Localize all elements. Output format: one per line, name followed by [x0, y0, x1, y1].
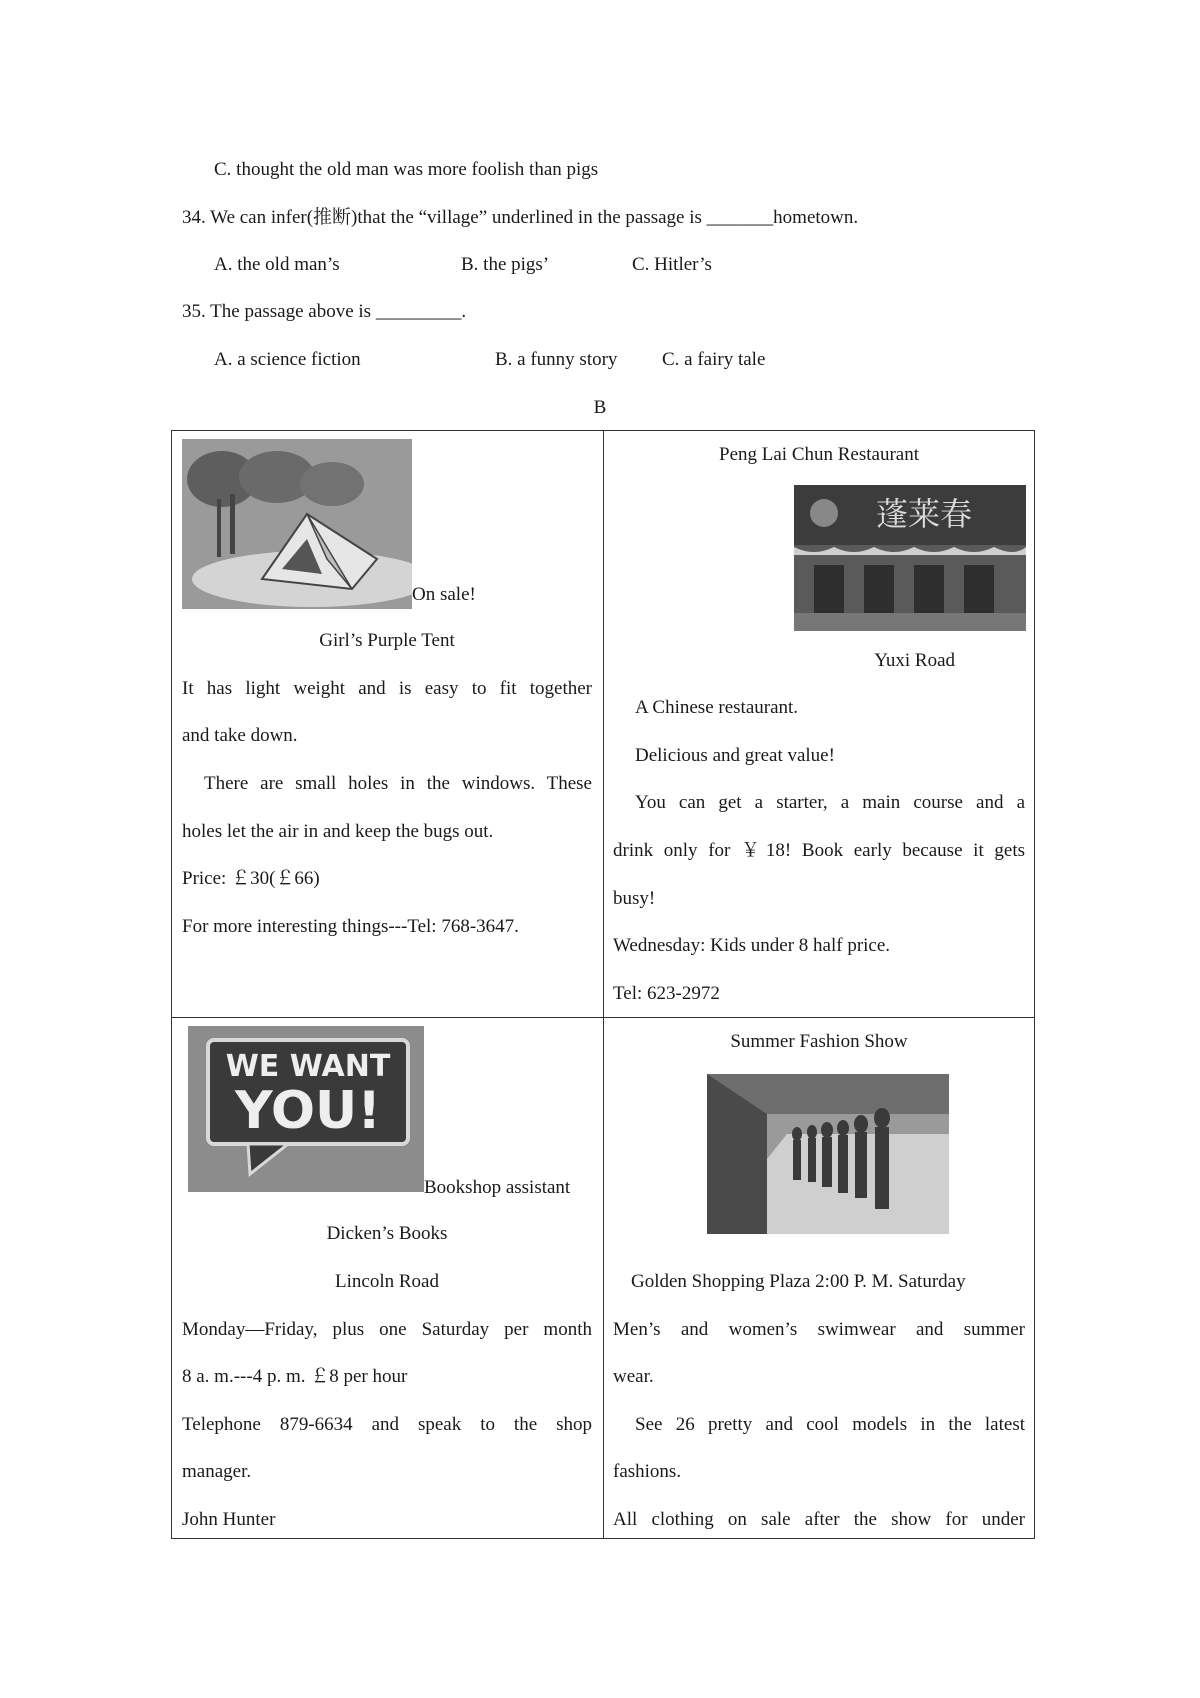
- restaurant-title: Peng Lai Chun Restaurant: [719, 444, 919, 465]
- sign-text-line-2: YOU!: [235, 1081, 381, 1141]
- bookshop-job-title: Bookshop assistant: [424, 1177, 571, 1198]
- fashion-line-2a: See 26 pretty and cool models in the latest: [635, 1414, 1025, 1435]
- we-want-you-sign-icon: [188, 1026, 424, 1192]
- fashion-line-2b: fashions.: [613, 1461, 682, 1482]
- bookshop-name: Dicken’s Books: [326, 1223, 448, 1244]
- fashion-line-3: All clothing on sale after the show for under: [613, 1509, 1025, 1530]
- q35-option-a: A. a science fiction: [214, 349, 361, 370]
- q33-option-c: C. thought the old man was more foolish than pigs: [214, 159, 599, 180]
- ads-table: [171, 430, 1035, 1539]
- bookshop-contact: John Hunter: [182, 1509, 276, 1530]
- restaurant-line-4: Wednesday: Kids under 8 half price.: [613, 935, 891, 956]
- q35-stem: 35. The passage above is _________.: [182, 301, 467, 322]
- restaurant-line-3b: drink only for ￥18! Book early because it gets: [613, 840, 1025, 861]
- bookshop-hours-2: 8 a. m.---4 p. m. ￡8 per hour: [182, 1366, 408, 1387]
- restaurant-line-3a: You can get a starter, a main course and a: [635, 792, 1025, 813]
- fashion-show-photo-icon: [707, 1074, 949, 1234]
- section-label: B: [593, 397, 607, 418]
- tent-desc-1b: and take down.: [182, 725, 298, 746]
- on-sale-label: On sale!: [412, 584, 476, 605]
- restaurant-sign-text: 蓬莱春: [875, 495, 973, 533]
- q34-option-a: A. the old man’s: [214, 254, 340, 275]
- restaurant-photo-icon: [794, 485, 1026, 631]
- q34-option-c: C. Hitler’s: [632, 254, 712, 275]
- bookshop-phone-1: Telephone 879-6634 and speak to the shop: [182, 1414, 592, 1435]
- restaurant-line-3c: busy!: [613, 888, 656, 909]
- bookshop-address: Lincoln Road: [335, 1271, 439, 1292]
- tent-desc-1a: It has light weight and is easy to fit together: [182, 678, 592, 699]
- fashion-line-1a: Men’s and women’s swimwear and summer: [613, 1319, 1025, 1340]
- tent-desc-2b: holes let the air in and keep the bugs out.: [182, 821, 494, 842]
- tent-tel: For more interesting things---Tel: 768-3647.: [182, 916, 519, 937]
- q35-option-b: B. a funny story: [495, 349, 618, 370]
- table-divider-vertical: [603, 431, 604, 1538]
- fashion-venue: Golden Shopping Plaza 2:00 P. M. Saturday: [631, 1271, 966, 1292]
- q34-option-b: B. the pigs’: [461, 254, 550, 275]
- fashion-title: Summer Fashion Show: [730, 1031, 908, 1052]
- tent-price: Price: ￡30(￡66): [182, 868, 320, 889]
- tent-title: Girl’s Purple Tent: [319, 630, 455, 651]
- bookshop-hours-1: Monday—Friday, plus one Saturday per month: [182, 1319, 592, 1340]
- fashion-line-1b: wear.: [613, 1366, 654, 1387]
- sign-text-line-1: WE WANT: [225, 1049, 391, 1084]
- q34-stem: 34. We can infer(推断)that the “village” underlined in the passage is _______hometown.: [182, 207, 859, 228]
- restaurant-line-1: A Chinese restaurant.: [635, 697, 799, 718]
- tent-desc-2a: There are small holes in the windows. These: [204, 773, 592, 794]
- bookshop-phone-2: manager.: [182, 1461, 252, 1482]
- tent-picture-icon: [182, 439, 412, 609]
- restaurant-line-2: Delicious and great value!: [635, 745, 835, 766]
- restaurant-tel: Tel: 623-2972: [613, 983, 720, 1004]
- restaurant-address: Yuxi Road: [874, 650, 955, 671]
- q35-option-c: C. a fairy tale: [662, 349, 766, 370]
- table-divider-horizontal: [172, 1017, 1034, 1018]
